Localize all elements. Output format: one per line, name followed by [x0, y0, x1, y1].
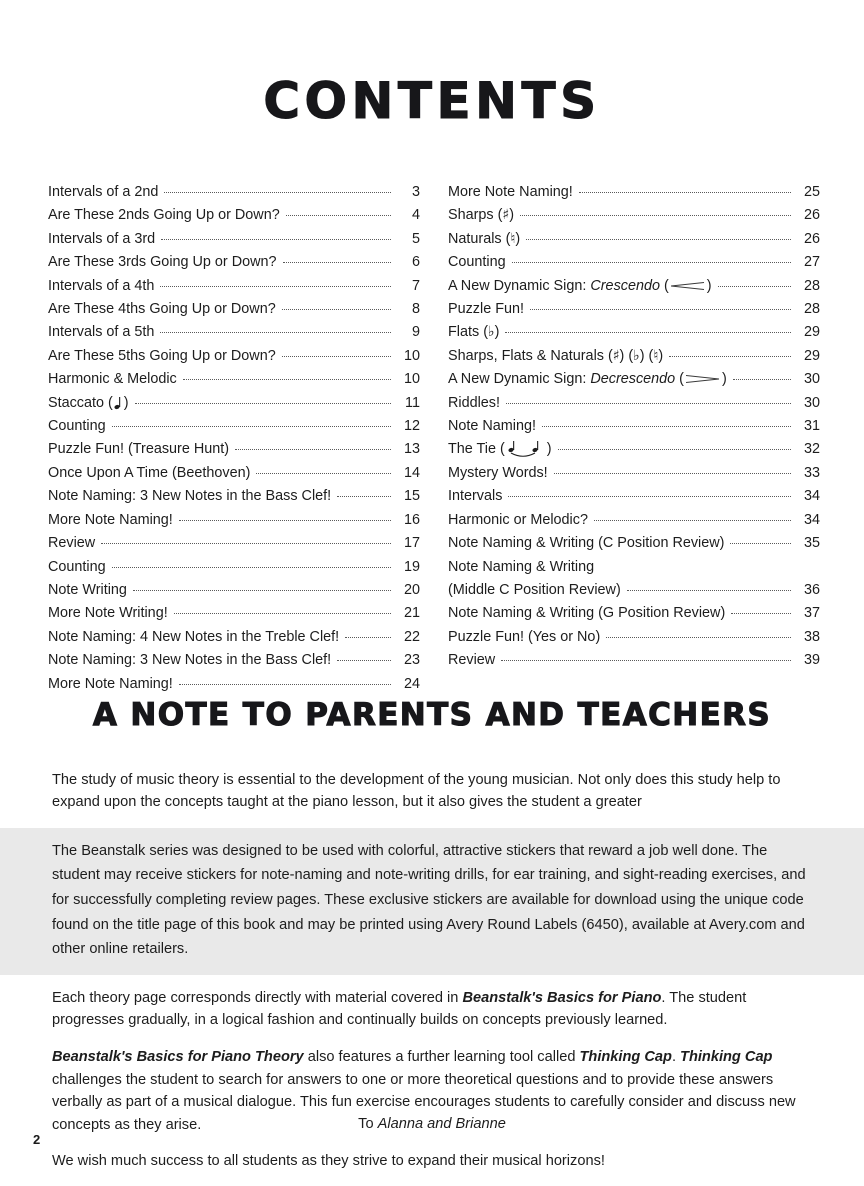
parenthesis: (: [679, 371, 684, 388]
parenthesis: (: [607, 347, 613, 364]
toc-entry-page-number: 33: [803, 464, 820, 481]
toc-entry[interactable]: [48, 438, 420, 461]
toc-entry-emphasis: Decrescendo: [590, 371, 676, 388]
toc-entry[interactable]: [48, 204, 420, 227]
toc-dot-leader: [627, 580, 791, 594]
toc-entry-page-number: 34: [803, 511, 820, 528]
toc-entry-label: Are These 2nds Going Up or Down?: [48, 207, 280, 224]
text-run: challenges the student to search for answers to one or more theoretical questions and to provide these answers verbally as part of a musical dialogue. This fun exercise encourages students to carefully consider and discuss new concepts as they arise.: [52, 1071, 796, 1133]
toc-entry-label: Counting: [48, 418, 106, 435]
term-thinking-cap: Thinking Cap: [680, 1049, 773, 1065]
toc-entry-label: Intervals: [448, 488, 503, 505]
page-number: 2: [33, 1131, 41, 1147]
toc-dot-leader: [530, 299, 791, 313]
toc-entry-emphasis: Crescendo: [590, 277, 660, 294]
sticker-info-text: The Beanstalk series was designed to be used with colorful, attractive stickers that reward a job well done. The student may receive stickers for note-naming and note-writing drills, for ear training, and sight-reading exercises, and for successfully completing review pages. These exclusive stickers are available for download using the unique code found on the title page of this book and may be printed using Avery Round Labels (6450), available at Avery.com and other online retailers.: [52, 842, 806, 958]
toc-dot-leader: [283, 252, 391, 266]
sharp-icon: ♯: [502, 207, 510, 224]
toc-entry-label: Intervals of a 4th: [48, 277, 155, 294]
toc-entry-page-number: 38: [803, 628, 820, 645]
toc-dot-leader: [101, 533, 391, 547]
toc-entry[interactable]: [448, 251, 820, 274]
toc-entry[interactable]: [48, 673, 420, 696]
toc-dot-leader: [235, 439, 391, 453]
toc-entry-page-number: 21: [403, 605, 420, 622]
toc-dot-leader: [520, 205, 791, 219]
toc-entry-page-number: 10: [403, 371, 420, 388]
toc-entry-label: A New Dynamic Sign: Crescendo ( ): [448, 277, 712, 294]
toc-entry[interactable]: [448, 228, 820, 251]
intro-paragraph: The study of music theory is essential to the development of the young musician. Not only does this study help to expand upon the concepts taught at the piano lesson, but it also gives the student a greater: [52, 771, 781, 811]
toc-dot-leader: [256, 463, 391, 477]
toc-entry[interactable]: [48, 368, 420, 391]
parenthesis: ): [619, 347, 625, 364]
toc-entry-label: Puzzle Fun! (Yes or No): [448, 628, 601, 645]
toc-entry-label: Flats (♭): [448, 324, 500, 341]
toc-dot-leader: [161, 229, 391, 243]
toc-entry-label: Note Naming & Writing (G Position Review): [448, 605, 726, 622]
toc-dot-leader: [183, 369, 391, 383]
page-title-contents: CONTENTS: [263, 71, 601, 130]
parenthesis: ): [494, 324, 500, 341]
toc-entry[interactable]: [48, 392, 420, 415]
parenthesis: (: [505, 230, 511, 247]
paragraph-wish-success: We wish much success to all students as they strive to expand their musical horizons!: [52, 1153, 605, 1170]
toc-dot-leader: [174, 603, 391, 617]
toc-entry-page-number: 36: [803, 581, 820, 598]
toc-entry[interactable]: [448, 462, 820, 485]
toc-dot-leader: [600, 557, 791, 571]
dedication: [0, 1116, 864, 1132]
toc-dot-leader: [160, 276, 391, 290]
toc-entry-label: Sharps, Flats & Naturals (♯) (♭) (♮): [448, 347, 664, 364]
toc-dot-leader: [718, 276, 791, 290]
toc-entry-page-number: 25: [803, 184, 820, 200]
toc-entry[interactable]: [448, 532, 820, 555]
toc-entry[interactable]: [448, 368, 820, 391]
toc-dot-leader: [179, 510, 391, 524]
toc-entry[interactable]: [448, 602, 820, 625]
toc-entry-page-number: 8: [411, 301, 420, 318]
toc-dot-leader: [731, 603, 791, 617]
toc-entry[interactable]: [448, 556, 820, 579]
toc-entry-label: Intervals of a 2nd: [48, 184, 159, 200]
toc-entry[interactable]: [48, 345, 420, 368]
toc-entry-label: Sharps (♯): [448, 207, 514, 224]
toc-entry-page-number: 14: [403, 464, 420, 481]
toc-entry-page-number: 15: [403, 488, 420, 505]
toc-dot-leader: [526, 229, 791, 243]
toc-dot-leader: [282, 299, 391, 313]
toc-entry-page-number: 22: [403, 628, 420, 645]
toc-entry-label: Note Naming & Writing (C Position Review): [448, 535, 725, 552]
toc-dot-leader: [337, 650, 391, 664]
toc-entry-page-number: 28: [803, 301, 820, 318]
book-title-basics-for-piano: Beanstalk's Basics for Piano: [462, 989, 662, 1006]
toc-dot-leader: [160, 322, 391, 336]
text-run: .: [671, 1049, 681, 1065]
toc-entry[interactable]: [448, 345, 820, 368]
toc-dot-leader: [554, 463, 791, 477]
toc-entry-label: The Tie ( ): [448, 441, 552, 458]
table-of-contents: [0, 159, 864, 696]
toc-entry-label: Counting: [48, 558, 106, 575]
toc-entry[interactable]: [448, 485, 820, 508]
toc-entry[interactable]: [48, 462, 420, 485]
toc-entry[interactable]: [48, 649, 420, 672]
sticker-info-box: [0, 828, 864, 975]
toc-entry-page-number: 16: [403, 511, 420, 528]
sharp-icon: ♯: [612, 347, 620, 364]
section-title-note-to-parents: A NOTE TO PARENTS AND TEACHERS: [92, 696, 772, 733]
toc-dot-leader: [733, 369, 791, 383]
toc-dot-leader: [558, 439, 791, 453]
text-run: Each theory page corresponds directly with material covered in: [52, 989, 463, 1006]
toc-dot-leader: [579, 182, 791, 196]
parenthesis: ): [509, 207, 514, 224]
toc-entry[interactable]: [448, 298, 820, 321]
parenthesis: ): [123, 394, 129, 411]
toc-entry-page-number: 4: [411, 207, 420, 224]
dedication-prefix: To: [358, 1115, 378, 1132]
parenthesis: (: [628, 347, 634, 364]
text-run: . The student progresses gradually, in a logical fashion and continually builds on concepts previously learned.: [52, 989, 747, 1029]
toc-dot-leader: [669, 346, 791, 360]
toc-entry[interactable]: [448, 579, 820, 602]
toc-entry-page-number: 23: [403, 652, 420, 669]
toc-dot-leader: [512, 252, 791, 266]
toc-entry-page-number: 30: [803, 371, 820, 388]
toc-entry-label: Harmonic & Melodic: [48, 371, 177, 388]
toc-dot-leader: [179, 674, 391, 688]
toc-entry[interactable]: [448, 438, 820, 461]
toc-entry[interactable]: [48, 602, 420, 625]
toc-entry[interactable]: [48, 556, 420, 579]
parenthesis: (: [483, 324, 488, 341]
toc-dot-leader: [112, 557, 391, 571]
toc-dot-leader: [594, 510, 791, 524]
toc-entry-page-number: 37: [803, 605, 820, 622]
toc-entry[interactable]: [448, 275, 820, 298]
toc-dot-leader: [133, 580, 391, 594]
toc-entry[interactable]: [48, 415, 420, 438]
toc-entry-page-number: 39: [803, 652, 820, 669]
toc-dot-leader: [730, 533, 791, 547]
parenthesis: (: [500, 441, 505, 458]
toc-entry[interactable]: [448, 321, 820, 344]
toc-entry-label: More Note Writing!: [48, 605, 168, 622]
toc-entry-page-number: 29: [803, 347, 820, 364]
parenthesis: ): [721, 371, 727, 388]
toc-entry[interactable]: [448, 204, 820, 227]
toc-entry-label: Note Naming & Writing: [448, 558, 595, 575]
toc-entry-page-number: 30: [803, 394, 820, 411]
natural-icon: ♮: [653, 347, 659, 364]
toc-entry[interactable]: [448, 415, 820, 438]
term-thinking-cap: Thinking Cap: [579, 1049, 672, 1065]
toc-left-column: [48, 181, 420, 696]
toc-entry-page-number: 19: [403, 558, 420, 575]
toc-dot-leader: [501, 650, 791, 664]
book-title-basics-for-piano-theory: Beanstalk's Basics for Piano Theory: [52, 1049, 304, 1065]
page-root: [0, 34, 864, 1186]
toc-dot-leader: [505, 322, 791, 336]
toc-entry-label: (Middle C Position Review): [448, 581, 621, 598]
toc-entry-label: Staccato ( ): [48, 394, 129, 411]
toc-entry-page-number: 13: [403, 441, 420, 458]
parenthesis: ): [706, 277, 712, 294]
toc-entry-page-number: 28: [803, 277, 820, 294]
toc-entry-label: Note Naming!: [448, 418, 536, 435]
toc-entry-page-number: 9: [411, 324, 420, 341]
parenthesis: ): [639, 347, 645, 364]
toc-entry-label: Once Upon A Time (Beethoven): [48, 464, 251, 481]
toc-entry-page-number: 10: [403, 347, 420, 364]
parenthesis: (: [663, 277, 669, 294]
parenthesis: (: [648, 347, 654, 364]
toc-entry-label: Are These 5ths Going Up or Down?: [48, 347, 276, 364]
toc-entry-label: More Note Naming!: [448, 184, 573, 200]
toc-entry-page-number: 27: [803, 254, 820, 271]
toc-entry-page-number: 26: [803, 207, 820, 224]
toc-entry-label: Are These 3rds Going Up or Down?: [48, 254, 277, 271]
toc-entry[interactable]: [48, 579, 420, 602]
toc-entry[interactable]: [48, 509, 420, 532]
toc-entry-page-number: 3: [411, 184, 420, 200]
parenthesis: ): [658, 347, 664, 364]
toc-right-column: [448, 181, 820, 696]
toc-entry[interactable]: [48, 228, 420, 251]
toc-entry-label: Note Naming: 3 New Notes in the Bass Clef!: [48, 652, 332, 669]
toc-entry-page-number: 6: [411, 254, 420, 271]
toc-entry-label: Harmonic or Melodic?: [448, 511, 588, 528]
toc-dot-leader: [606, 627, 791, 641]
flat-icon: ♭: [487, 324, 495, 341]
toc-entry-page-number: 29: [803, 324, 820, 341]
toc-entry-label: Review: [448, 652, 496, 669]
toc-entry[interactable]: [448, 626, 820, 649]
toc-entry[interactable]: [48, 485, 420, 508]
toc-entry-page-number: 12: [403, 418, 420, 435]
toc-entry[interactable]: [448, 509, 820, 532]
toc-entry-label: Are These 4ths Going Up or Down?: [48, 301, 276, 318]
toc-entry-page-number: 5: [411, 230, 420, 247]
parenthesis: ): [546, 441, 552, 458]
toc-entry-label: Note Naming: 4 New Notes in the Treble Clef!: [48, 628, 340, 645]
toc-entry-label: More Note Naming!: [48, 511, 173, 528]
toc-entry-label: Puzzle Fun! (Treasure Hunt): [48, 441, 230, 458]
toc-dot-leader: [282, 346, 391, 360]
toc-entry-label: Note Naming: 3 New Notes in the Bass Clef!: [48, 488, 332, 505]
toc-dot-leader: [286, 205, 391, 219]
toc-entry-label: Counting: [448, 254, 506, 271]
toc-dot-leader: [345, 627, 391, 641]
toc-entry[interactable]: [448, 649, 820, 672]
toc-entry-page-number: 17: [403, 535, 420, 552]
toc-entry-label: Naturals (♮): [448, 230, 521, 247]
toc-entry-label: Review: [48, 535, 96, 552]
toc-dot-leader: [337, 486, 391, 500]
toc-dot-leader: [112, 416, 391, 430]
toc-entry[interactable]: [48, 626, 420, 649]
toc-entry[interactable]: [48, 321, 420, 344]
parenthesis: (: [108, 394, 113, 411]
toc-entry-label: A New Dynamic Sign: Decrescendo ( ): [448, 371, 727, 388]
toc-entry[interactable]: [48, 275, 420, 298]
toc-entry-page-number: 32: [803, 441, 820, 458]
toc-entry-label: Intervals of a 3rd: [48, 230, 156, 247]
toc-entry-page-number: 20: [403, 581, 420, 598]
flat-icon: ♭: [633, 347, 640, 364]
toc-entry[interactable]: [48, 181, 420, 204]
toc-entry[interactable]: [48, 298, 420, 321]
toc-dot-leader: [506, 393, 791, 407]
parenthesis: (: [497, 207, 503, 224]
toc-entry-page-number: 24: [403, 675, 420, 692]
toc-entry-label: Intervals of a 5th: [48, 324, 155, 341]
paragraph-each-theory-page: [52, 987, 818, 1032]
dedication-names: Alanna and Brianne: [377, 1115, 506, 1132]
toc-dot-leader: [508, 486, 791, 500]
toc-entry-label: Mystery Words!: [448, 464, 548, 481]
toc-entry-label: Riddles!: [448, 394, 500, 411]
toc-entry-label: Puzzle Fun!: [448, 301, 524, 318]
closing-paragraph-block: [0, 987, 864, 1173]
natural-icon: ♮: [510, 230, 516, 247]
toc-entry-page-number: 35: [803, 535, 820, 552]
toc-entry-label: Note Writing: [48, 581, 127, 598]
toc-entry-label: More Note Naming!: [48, 675, 173, 692]
toc-entry-page-number: 31: [803, 418, 820, 435]
toc-entry[interactable]: [48, 251, 420, 274]
parenthesis: ): [515, 230, 521, 247]
intro-paragraph-block: [0, 757, 864, 814]
toc-dot-leader: [164, 182, 391, 196]
toc-entry-page-number: 11: [405, 394, 420, 411]
text-run: also features a further learning tool called: [303, 1049, 580, 1065]
toc-dot-leader: [542, 416, 791, 430]
toc-entry[interactable]: [448, 181, 820, 204]
toc-entry-page-number: 7: [411, 277, 420, 294]
toc-entry[interactable]: [448, 392, 820, 415]
toc-entry-page-number: 34: [803, 488, 820, 505]
toc-dot-leader: [135, 393, 391, 407]
toc-entry-page-number: 26: [803, 230, 820, 247]
toc-entry[interactable]: [48, 532, 420, 555]
